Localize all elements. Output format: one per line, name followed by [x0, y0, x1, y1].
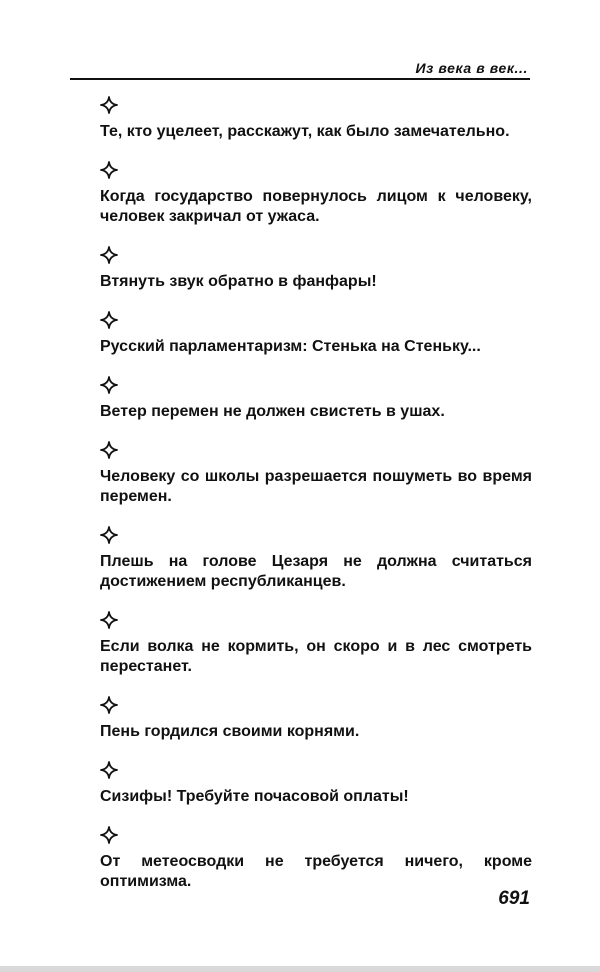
aphorism-text: Втянуть звук обратно в фанфары! [100, 273, 377, 290]
page-header [70, 58, 530, 80]
aphorism-text: Когда государство повернулось лицом к человеку, человек закричал от ужаса. [100, 188, 532, 225]
aphorism-text: Русский парламентаризм: Стенька на Стеньку... [100, 338, 481, 355]
four-point-star-icon [100, 826, 118, 844]
page-number: 691 [498, 888, 530, 909]
four-point-star-icon [100, 441, 118, 459]
aphorism-entry [100, 696, 532, 742]
four-point-star-icon [100, 761, 118, 779]
header-rule [70, 78, 530, 80]
aphorism-text: Если волка не кормить, он скоро и в лес смотреть перестанет. [100, 638, 532, 675]
aphorism-entry [100, 826, 532, 892]
aphorism-text: От метеосводки не требуется ничего, кроме оптимизма. [100, 853, 532, 890]
aphorism-text: Пень гордился своими корнями. [100, 723, 360, 740]
aphorism-entry [100, 441, 532, 507]
aphorism-entry [100, 246, 532, 292]
four-point-star-icon [100, 96, 118, 114]
four-point-star-icon [100, 376, 118, 394]
four-point-star-icon [100, 611, 118, 629]
aphorism-entry [100, 526, 532, 592]
running-title: Из века в век... [415, 60, 528, 76]
aphorism-entry [100, 96, 532, 142]
aphorism-entry [100, 161, 532, 227]
aphorism-text: Сизифы! Требуйте почасовой оплаты! [100, 788, 409, 805]
aphorism-entry [100, 761, 532, 807]
aphorism-text: Плешь на голове Цезаря не должна считаться достижением республиканцев. [100, 553, 532, 590]
aphorism-entry [100, 376, 532, 422]
aphorism-list [100, 96, 532, 911]
four-point-star-icon [100, 311, 118, 329]
four-point-star-icon [100, 246, 118, 264]
aphorism-entry [100, 311, 532, 357]
aphorism-text: Человеку со школы разрешается пошуметь во время перемен. [100, 468, 532, 505]
aphorism-text: Ветер перемен не должен свистеть в ушах. [100, 403, 445, 420]
four-point-star-icon [100, 526, 118, 544]
aphorism-entry [100, 611, 532, 677]
four-point-star-icon [100, 696, 118, 714]
four-point-star-icon [100, 161, 118, 179]
page-bottom-edge [0, 966, 600, 972]
aphorism-text: Те, кто уцелеет, расскажут, как было замечательно. [100, 123, 510, 140]
